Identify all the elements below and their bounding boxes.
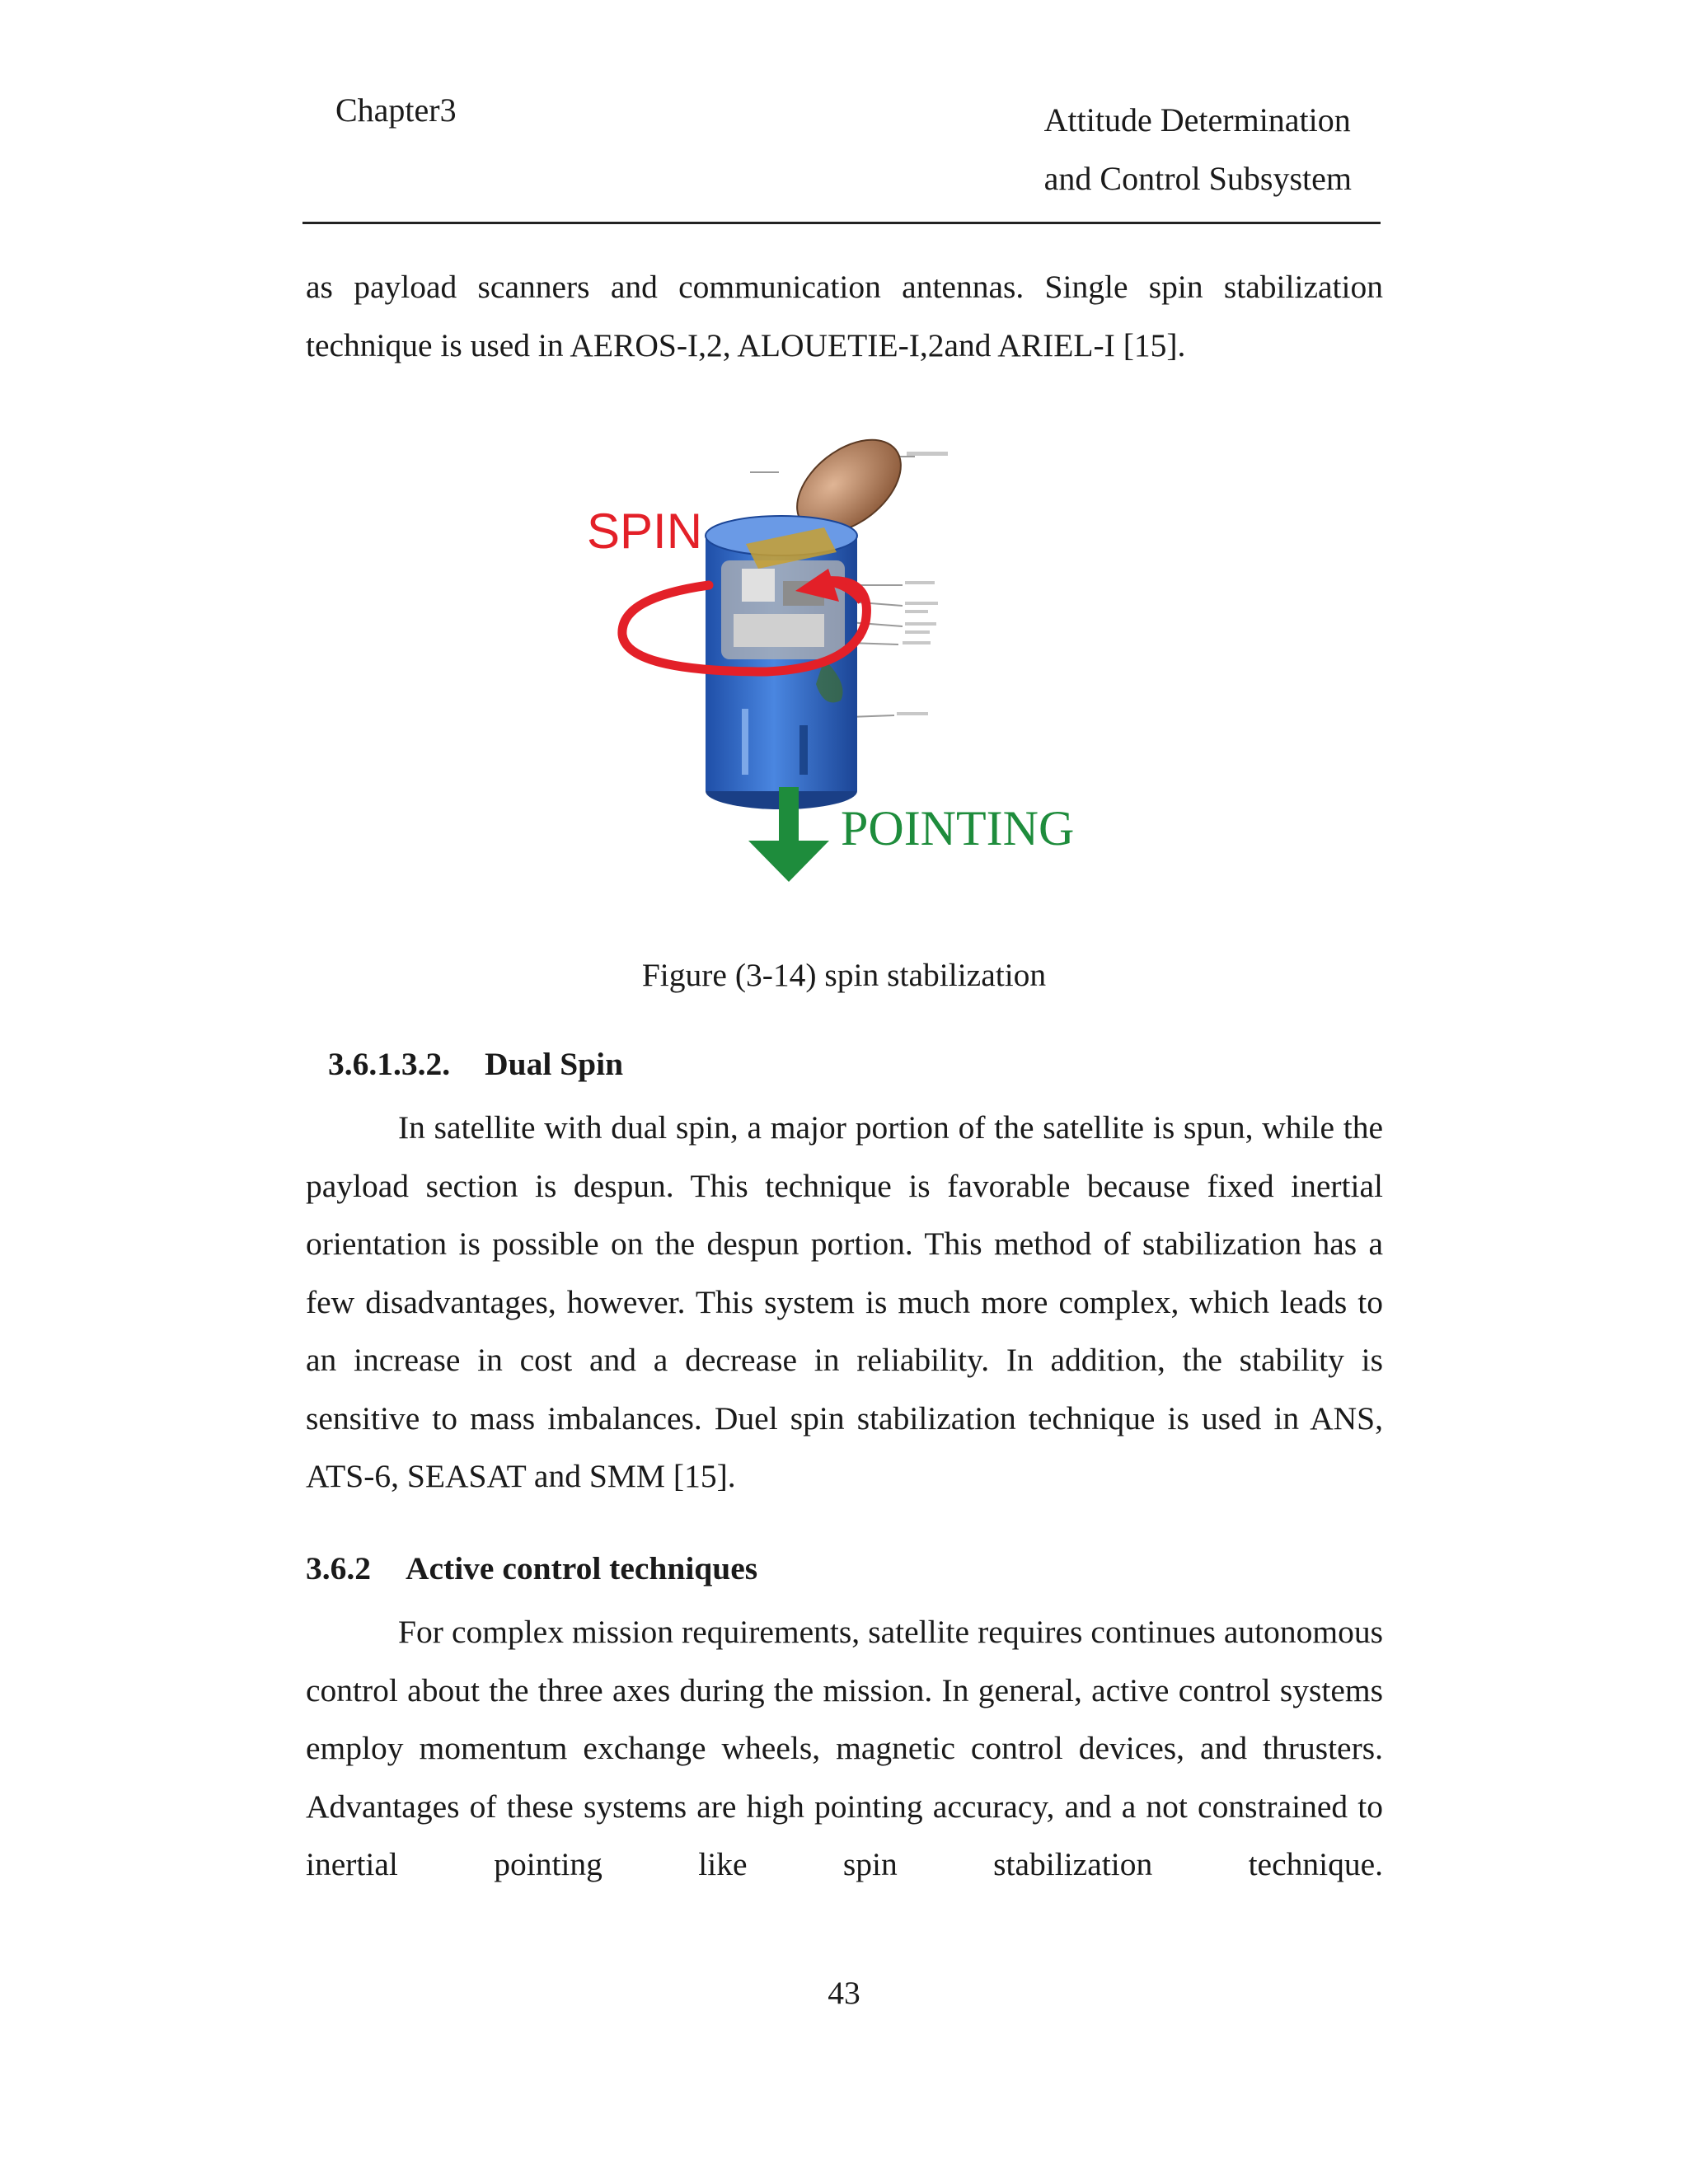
header-title-line2: and Control Subsystem [1043, 160, 1352, 197]
active-control-number: 3.6.2 [306, 1550, 371, 1586]
header-chapter: Chapter3 [335, 91, 457, 129]
active-control-paragraph: For complex mission requirements, satellite requires continues autonomous control about the three axes during the mission. In general, active control systems employ momentum exchange wheels, magnetic control devices, and thrusters. Advantages of these systems are high pointing accuracy, and a not constrained to inertial pointing like spin stabilization technique. [306, 1614, 1383, 1882]
header-title-line1: Attitude Determination [1043, 101, 1351, 138]
active-control-heading [306, 1549, 757, 1587]
dual-spin-number: 3.6.1.3.2. [328, 1046, 451, 1082]
intro-line1: as payload scanners and communication antennas. Single spin stabilization [306, 269, 1383, 305]
satellite-illustration [577, 437, 1121, 907]
dual-spin-heading [328, 1045, 623, 1083]
dual-spin-title: Dual Spin [485, 1046, 624, 1082]
intro-line2: technique is used in AEROS-I,2, ALOUETIE-I,2and ARIEL-I [15]. [306, 327, 1186, 363]
page-number: 43 [828, 1975, 860, 2011]
satellite-body-icon [706, 516, 857, 809]
callout-text-marks [897, 452, 948, 715]
pointing-label: POINTING [841, 801, 1075, 855]
active-control-title: Active control techniques [406, 1550, 758, 1586]
figure-caption: Figure (3-14) spin stabilization [641, 957, 1047, 993]
spin-stabilization-figure [577, 437, 1121, 907]
dual-spin-paragraph: In satellite with dual spin, a major portion of the satellite is spun, while the payload section is despun. This technique is favorable because fixed inertial orientation is possible on the despun portion. This method of stabilization has a few disadvantages, however. This system is much more complex, which leads to an increase in cost and a decrease in reliability. In addition, the stability is sensitive to mass imbalances. Duel spin stabilization technique is used in ANS, ATS-6, SEASAT and SMM [15]. [306, 1109, 1383, 1494]
header-title [1044, 91, 1352, 208]
header-rule [302, 222, 1381, 224]
spin-label: SPIN [587, 504, 703, 559]
